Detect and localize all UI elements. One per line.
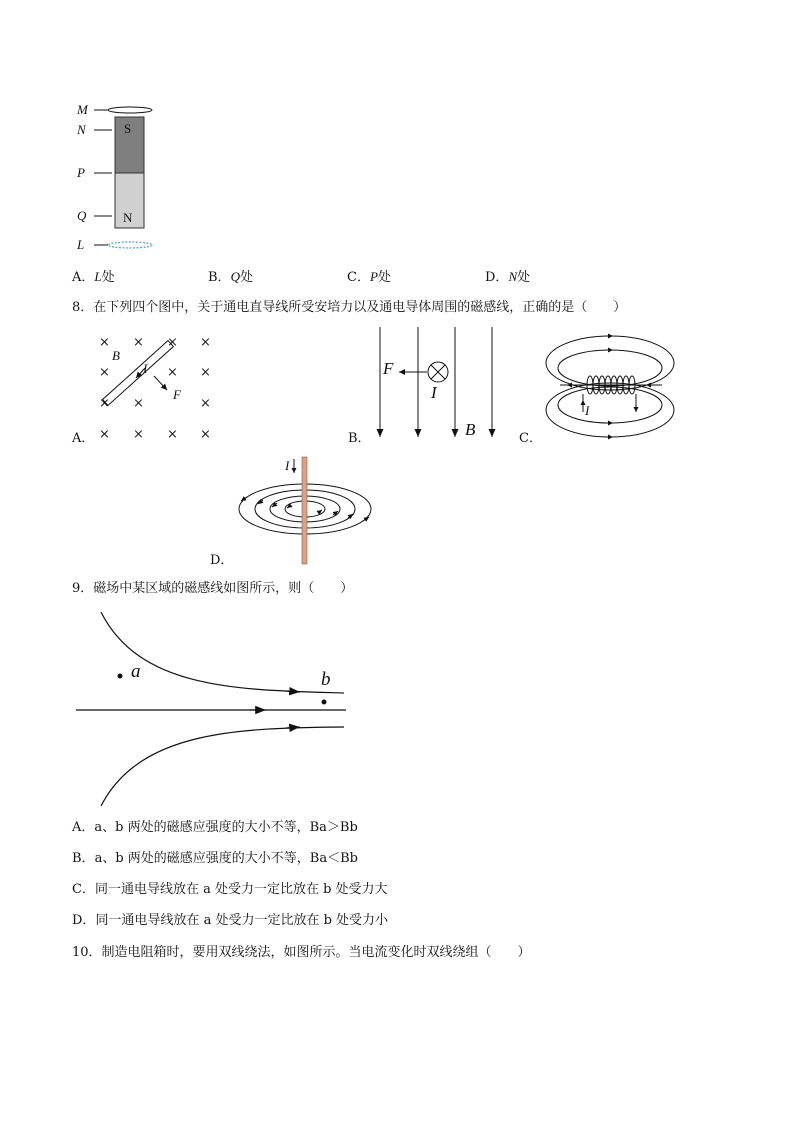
magnet-s-label: S	[124, 121, 132, 136]
option-text: 同一通电导线放在 a 处受力一定比放在 b 处受力小	[95, 913, 389, 928]
field-cross: ×	[200, 427, 211, 442]
option-letter: C．	[347, 270, 370, 285]
label-b: b	[321, 669, 331, 690]
q9-option-b[interactable]	[72, 850, 358, 868]
field-cross: ×	[133, 335, 144, 350]
option-letter: A．	[72, 820, 95, 835]
field-cross: ×	[133, 396, 144, 411]
field-cross: ×	[200, 365, 211, 380]
field-cross: ×	[200, 335, 211, 350]
option-suffix: 处	[101, 270, 115, 285]
fig-b-label-i: I	[431, 383, 437, 402]
q8-option-d[interactable]: D．	[210, 553, 234, 568]
option-letter: D．	[485, 270, 509, 285]
field-cross: ×	[99, 335, 110, 350]
q8-option-c[interactable]: C．	[519, 431, 542, 446]
label-a: a	[131, 661, 141, 682]
option-label: N	[508, 269, 518, 284]
label-p: P	[77, 165, 85, 180]
q9-option-c[interactable]	[72, 881, 388, 899]
option-text: a、b 两处的磁感应强度的大小不等，Ba＜Bb	[94, 851, 358, 866]
option-letter: B．	[208, 270, 231, 285]
fig-c-label-i: I	[585, 403, 590, 418]
q8-option-a[interactable]: A．	[72, 431, 95, 446]
fig-a-label-f: F	[173, 387, 181, 402]
q9-option-a[interactable]	[72, 819, 358, 837]
field-cross: ×	[167, 365, 178, 380]
q9-stem: 9．磁场中某区域的磁感线如图所示，则（ ）	[72, 581, 354, 596]
label-q: Q	[77, 208, 87, 223]
point-a	[118, 674, 123, 679]
fig-a-label-b: B	[112, 348, 120, 363]
fig-a-label-i: I	[143, 361, 148, 376]
fig-d-label-i: I	[285, 458, 290, 473]
option-text: a、b 两处的磁感应强度的大小不等，Ba＞Bb	[94, 820, 358, 835]
option-label: L	[94, 269, 102, 284]
fig-b-label-f: F	[383, 359, 394, 378]
option-label: P	[369, 269, 378, 284]
option-letter: B．	[72, 851, 95, 866]
option-text: 同一通电导线放在 a 处受力一定比放在 b 处受力大	[94, 882, 388, 897]
magnet-n-label: N	[123, 210, 133, 225]
fig-b-label-b: B	[465, 420, 476, 439]
option-letter: D．	[72, 913, 96, 928]
q8-stem: 8．在下列四个图中，关于通电直导线所受安培力以及通电导体周围的磁感线，正确的是（ ）	[72, 300, 627, 315]
point-b	[322, 700, 327, 705]
q9-option-d[interactable]	[72, 912, 388, 930]
option-suffix: 处	[377, 270, 391, 285]
option-suffix: 处	[239, 270, 253, 285]
field-cross: ×	[99, 427, 110, 442]
field-cross: ×	[99, 396, 110, 411]
option-label: Q	[230, 269, 240, 284]
label-n: N	[77, 122, 86, 137]
option-suffix: 处	[517, 270, 531, 285]
field-line-lower	[101, 727, 344, 806]
option-letter: A．	[72, 270, 95, 285]
label-l: L	[77, 237, 85, 252]
field-cross: ×	[133, 427, 144, 442]
q10-stem: 10．制造电阻箱时，要用双线绕法，如图所示。当电流变化时双线绕组（ ）	[72, 945, 531, 960]
field-cross: ×	[200, 396, 211, 411]
field-cross: ×	[99, 365, 110, 380]
q8-option-b[interactable]: B．	[348, 431, 371, 446]
field-cross: ×	[167, 427, 178, 442]
option-letter: C．	[72, 882, 95, 897]
field-cross: ×	[167, 335, 178, 350]
label-m: M	[77, 102, 88, 117]
